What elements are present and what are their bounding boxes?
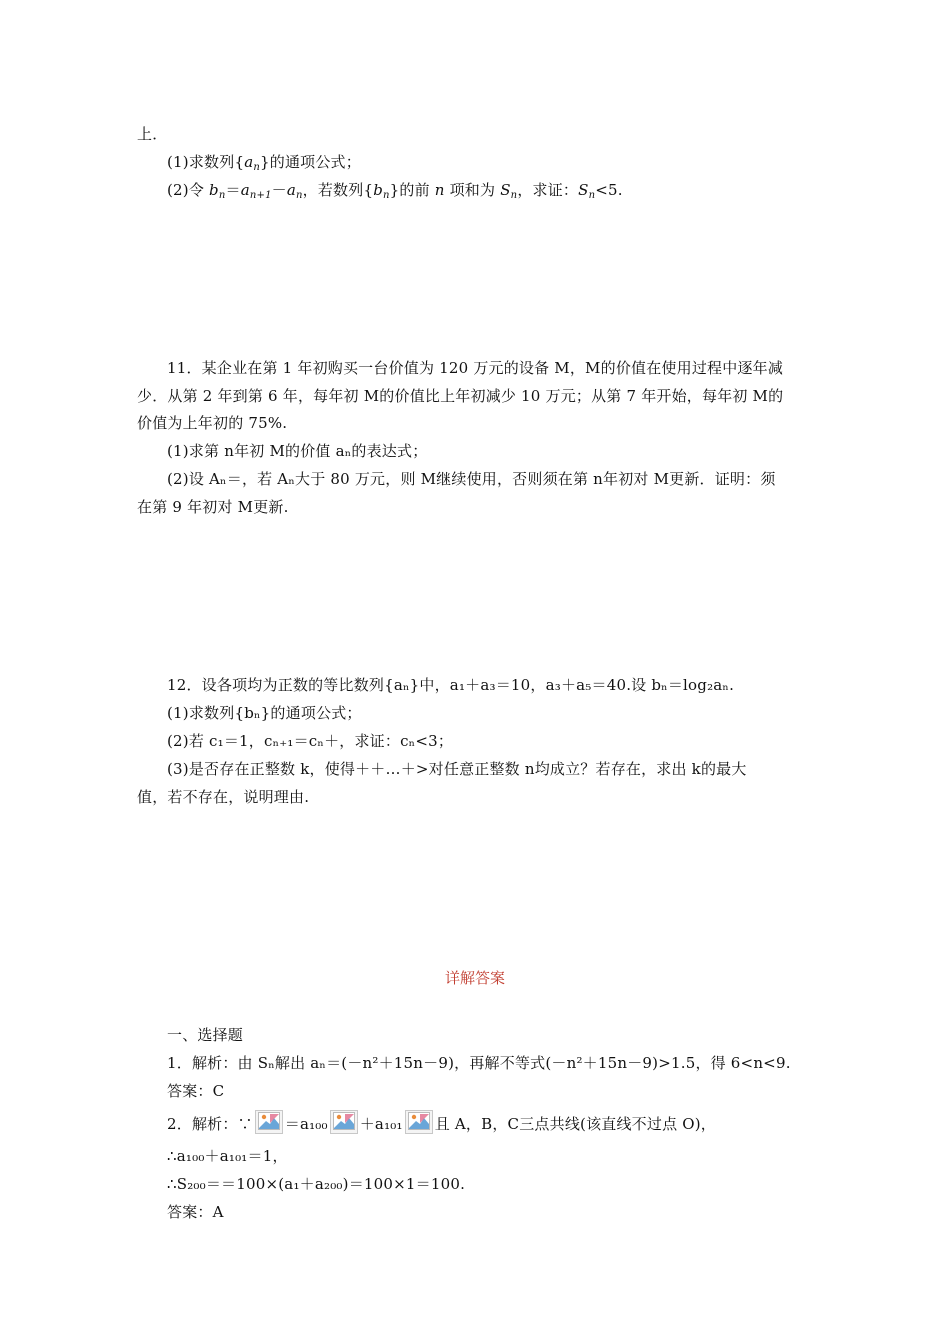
text-line: 值，若不存在，说明理由. — [137, 788, 310, 806]
text-line: (2)设 Aₙ＝，若 Aₙ大于 80 万元，则 M继续使用，否则须在第 n年初对 M更新．证明：须 — [167, 470, 776, 488]
text-line: 1．解析：由 Sₙ解出 aₙ＝(－n²＋15n－9)，再解不等式(－n²＋15n－9)>1.5，得 6<n<9. — [167, 1054, 791, 1072]
text-line: 上． — [137, 125, 168, 143]
text-line: (1)求数列{bₙ}的通项公式； — [167, 704, 362, 722]
text-line: ∴a₁₀₀＋a₁₀₁＝1， — [167, 1147, 288, 1165]
text-line: 在第 9 年初对 M更新. — [137, 498, 289, 516]
text-line: 答案：C — [167, 1082, 225, 1100]
text-line: (1)求数列$\{a_n\}$的通项公式； — [167, 153, 361, 173]
answers-heading: 详解答案 — [444, 969, 505, 987]
text-line: 答案：A — [167, 1203, 224, 1221]
image-placeholder-icon — [255, 1110, 283, 1134]
text-line: 12．设各项均为正数的等比数列{aₙ}中，a₁＋a₃＝10，a₃＋a₅＝40.设 bₙ＝log₂aₙ. — [167, 676, 735, 694]
text-line: 少．从第 2 年到第 6 年，每年初 M的价值比上年初减少 10 万元；从第 7 年开始，每年初 M的 — [137, 387, 784, 405]
text-line: 价值为上年初的 75%. — [137, 414, 288, 432]
text-line: (2)令 $b_n=a_{n+1}-a_n$，若数列$\{b_n\}$的前 n 项和为 $S_n$，求证：$S_n<5$. — [167, 181, 623, 201]
text-line: (3)是否存在正整数 k，使得＋＋…＋>对任意正整数 n均成立？若存在，求出 k的最大 — [167, 760, 747, 778]
text-line: (1)求第 n年初 M的价值 aₙ的表达式； — [167, 442, 428, 460]
image-placeholder-icon — [330, 1110, 358, 1134]
text-line: ∴S₂₀₀＝＝100×(a₁＋a₂₀₀)＝100×1＝100. — [167, 1175, 466, 1193]
text-line: 2．解析：∵ ＝a₁₀₀ ＋a₁₀₁ 且 A，B，C三点共线(该直线不过点 O)， — [167, 1110, 716, 1134]
text-line: 一、选择题 — [167, 1026, 244, 1044]
text-line: 11．某企业在第 1 年初购买一台价值为 120 万元的设备 M，M的价值在使用过程中逐年减 — [167, 359, 784, 377]
text-line: (2)若 c₁＝1，cₙ₊₁＝cₙ＋，求证：cₙ<3； — [167, 732, 454, 750]
image-placeholder-icon — [405, 1110, 433, 1134]
